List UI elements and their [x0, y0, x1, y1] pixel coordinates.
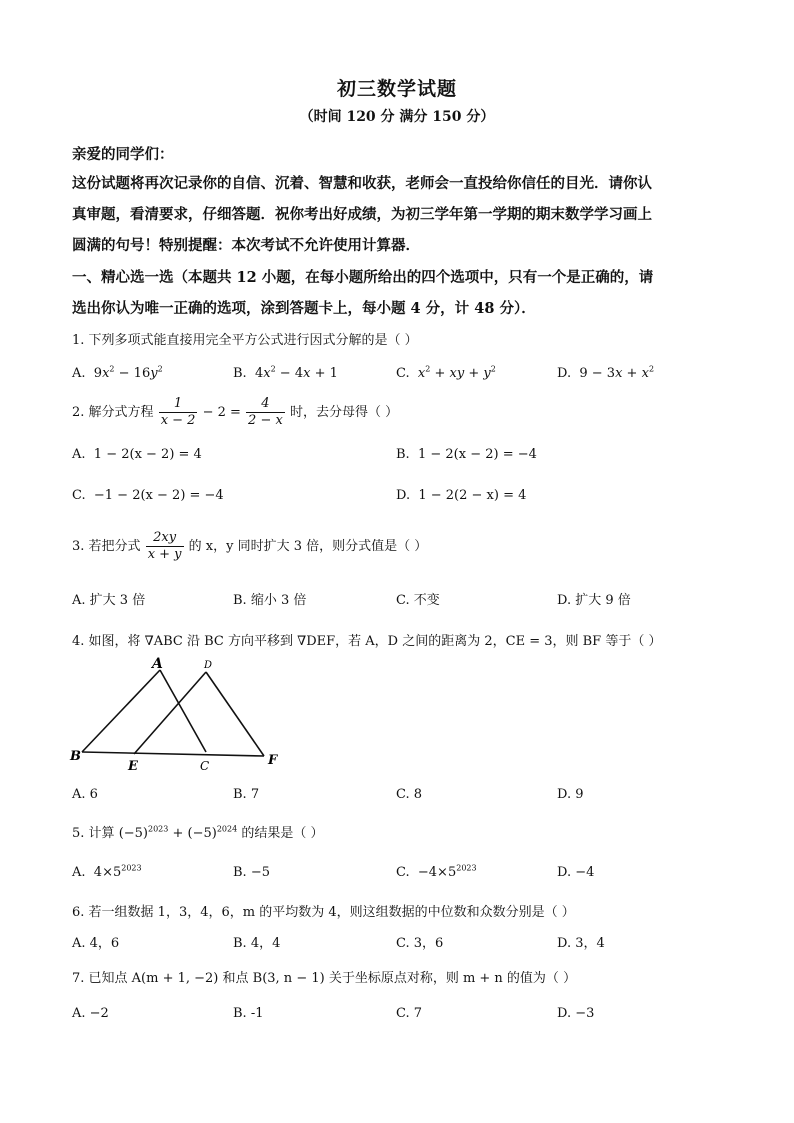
- option-expression: $9x^2 - 16y^2$: [89, 364, 163, 381]
- stem-middle: − 2 =: [202, 405, 246, 420]
- option-expression: $4\times 5^{2023}$: [89, 863, 142, 880]
- question-1-option-b: [233, 366, 338, 381]
- fraction-denominator: x + y: [147, 547, 182, 562]
- question-7-option-c: C. 7: [396, 1006, 423, 1021]
- segment-df: [206, 672, 264, 756]
- question-3-option-d: D. 扩大 9 倍: [557, 593, 631, 608]
- option-letter: C.: [396, 366, 410, 381]
- fraction-denominator: 2 − x: [248, 413, 283, 428]
- fraction-numerator: 1: [173, 396, 183, 411]
- option-expression: $x^2$ + xy + $y^2$: [417, 364, 496, 381]
- stem-suffix: 时，去分母得（ ）: [289, 405, 399, 420]
- question-6-option-b: B. 4，4: [233, 936, 281, 951]
- segment-de: [134, 672, 206, 754]
- fraction: [146, 530, 184, 563]
- question-4-triangle-figure: [68, 654, 298, 774]
- option-expression: $-4\times 5^{2023}$: [413, 863, 477, 880]
- question-1-option-c: [396, 366, 496, 381]
- label-c: C: [200, 759, 210, 773]
- option-letter: D.: [557, 366, 572, 381]
- stem-prefix: 5. 计算: [72, 826, 115, 841]
- option-expression: $9 - 3x + x^2$: [575, 364, 655, 381]
- fraction-1: [159, 396, 198, 429]
- question-6-option-d: D. 3，4: [557, 936, 605, 951]
- question-4-option-a: A. 6: [72, 787, 98, 802]
- stem-expression: $(-5)^{2023} + (-5)^{2024}$: [118, 824, 238, 841]
- question-1-stem: 1. 下列多项式能直接用完全平方公式进行因式分解的是（ ）: [72, 333, 418, 348]
- intro-line-2: 真审题，看清要求，仔细答题．祝你考出好成绩，为初三学年第一学期的期末数学学习画上: [72, 206, 652, 223]
- question-7-option-d: D. −3: [557, 1006, 595, 1021]
- label-b: B: [70, 749, 81, 764]
- option-letter: A.: [72, 865, 86, 880]
- label-a: A: [152, 656, 163, 672]
- label-d: D: [204, 660, 213, 671]
- question-4-stem: 4. 如图，将 ∇ABC 沿 BC 方向平移到 ∇DEF，若 A，D 之间的距离为 2，CE = 3，则 BF 等于（ ）: [72, 634, 662, 649]
- question-5-stem: [72, 822, 323, 841]
- section-1-heading-line-1: 一、精心选一选（本题共 12 小题，在每小题所给出的四个选项中，只有一个是正确的，请: [72, 269, 654, 286]
- question-6-option-c: C. 3，6: [396, 936, 444, 951]
- option-expression: −1 − 2(x − 2) = −4: [93, 488, 224, 503]
- intro-line-3: 圆满的句号！特别提醒：本次考试不允许使用计算器．: [72, 237, 420, 254]
- question-5-option-c: [396, 865, 477, 880]
- stem-suffix: 的 x，y 同时扩大 3 倍，则分式值是（ ）: [188, 539, 428, 554]
- stem-prefix: 2. 解分式方程: [72, 405, 154, 420]
- stem-suffix: 的结果是（ ）: [241, 826, 324, 841]
- question-2-option-d: [396, 488, 526, 503]
- question-6-stem: 6. 若一组数据 1，3，4，6，m 的平均数为 4，则这组数据的中位数和众数分别是（ ）: [72, 905, 575, 920]
- greeting: 亲爱的同学们：: [72, 146, 174, 163]
- question-7-option-a: A. −2: [72, 1006, 109, 1021]
- question-2-option-c: [72, 488, 224, 503]
- question-5-option-d: D. −4: [557, 865, 595, 880]
- question-5-option-b: B. −5: [233, 865, 270, 880]
- segment-bf: [82, 752, 264, 756]
- question-3-option-a: A. 扩大 3 倍: [72, 593, 146, 608]
- question-4-option-b: B. 7: [233, 787, 260, 802]
- option-letter: A.: [72, 366, 86, 381]
- stem-prefix: 3. 若把分式: [72, 539, 141, 554]
- question-5-option-a: [72, 865, 142, 880]
- question-2-option-b: [396, 447, 537, 462]
- segment-ab: [82, 670, 160, 752]
- page-title: 初三数学试题: [336, 78, 457, 100]
- question-7-option-b: B. -1: [233, 1006, 264, 1021]
- option-letter: C.: [396, 865, 410, 880]
- intro-line-1: 这份试题将再次记录你的自信、沉着、智慧和收获，老师会一直投给你信任的目光．请你认: [72, 175, 652, 192]
- option-letter: C.: [72, 488, 86, 503]
- question-2-stem: [72, 396, 398, 429]
- option-letter: B.: [233, 366, 247, 381]
- question-1-option-a: [72, 366, 163, 381]
- option-expression: 1 − 2(x − 2) = −4: [417, 447, 537, 462]
- fraction-numerator: 2xy: [153, 530, 177, 545]
- question-4-option-c: C. 8: [396, 787, 423, 802]
- fraction-denominator: x − 2: [160, 413, 196, 428]
- option-expression: 1 − 2(x − 2) = 4: [93, 447, 202, 462]
- fraction-numerator: 4: [261, 396, 270, 411]
- segment-ac: [160, 670, 206, 752]
- question-1-option-d: [557, 366, 654, 381]
- question-3-stem: [72, 530, 427, 563]
- option-letter: A.: [72, 447, 86, 462]
- page-subtitle: （时间 120 分 满分 150 分）: [299, 109, 495, 125]
- option-expression: 1 − 2(2 − x) = 4: [418, 488, 527, 503]
- section-1-heading-line-2: 选出你认为唯一正确的选项，涂到答题卡上，每小题 4 分，计 48 分）．: [72, 300, 536, 317]
- question-6-option-a: A. 4，6: [72, 936, 120, 951]
- question-3-option-b: B. 缩小 3 倍: [233, 593, 307, 608]
- label-f: F: [268, 753, 278, 768]
- option-expression: $4x^2 - 4x + 1$: [250, 364, 338, 381]
- question-3-option-c: C. 不变: [396, 593, 440, 608]
- option-letter: D.: [396, 488, 411, 503]
- question-7-stem: 7. 已知点 A(m + 1, −2) 和点 B(3, n − 1) 关于坐标原点对称，则 m + n 的值为（ ）: [72, 971, 577, 986]
- option-letter: B.: [396, 447, 410, 462]
- question-2-option-a: [72, 447, 202, 462]
- label-e: E: [128, 759, 138, 774]
- fraction-2: [246, 396, 285, 429]
- question-4-option-d: D. 9: [557, 787, 584, 802]
